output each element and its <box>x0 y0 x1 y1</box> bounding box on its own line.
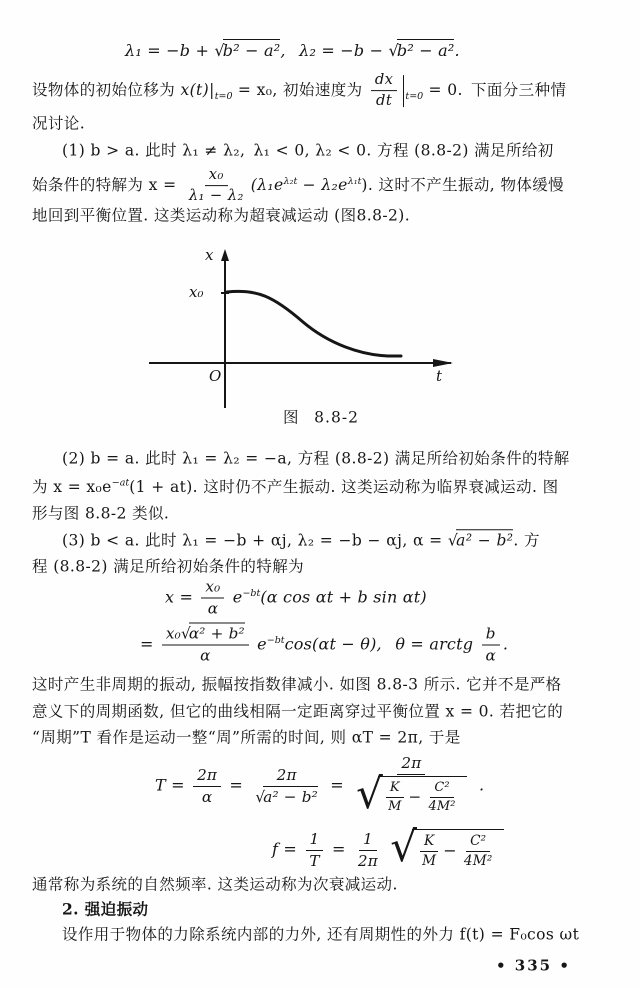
radicand: a² − b² <box>263 787 318 806</box>
equation-frequency-f <box>272 822 504 871</box>
body-text: 地回到平衡位置. 这类运动称为超衰减运动 (图8.8-2). <box>32 206 411 225</box>
case3-line-1 <box>62 533 540 549</box>
equation-x-first-form <box>165 578 427 619</box>
case1-line-1 <box>62 143 554 159</box>
numerator: K <box>420 833 438 852</box>
fraction <box>201 578 224 619</box>
numerator: C² <box>466 833 490 852</box>
radicand: α² + b² <box>188 624 245 643</box>
body-text: 况讨论. <box>32 114 86 133</box>
denominator: T <box>309 851 320 870</box>
radical-icon: √ <box>356 769 384 818</box>
subscript: t=0 <box>214 91 233 103</box>
t-axis-label: t <box>436 367 443 385</box>
minus-sign: − <box>443 841 457 861</box>
equation-text: x = <box>165 587 194 607</box>
intro-line-1 <box>32 71 566 111</box>
t-axis-arrow-icon <box>433 359 453 367</box>
heading-text: 2. 强迫振动 <box>62 899 149 919</box>
denominator: λ₁ − λ₂ <box>188 187 244 205</box>
numerator: b <box>482 625 500 646</box>
y-axis-arrow-icon <box>221 249 229 261</box>
radicand: b² − a² <box>222 41 281 60</box>
decay-paragraph-line-1 <box>32 677 562 693</box>
equation-text: , λ₂ = −b − √ <box>280 41 399 60</box>
math-text: (λ₁e <box>250 176 284 194</box>
fraction <box>371 71 398 111</box>
superscript: −bt <box>266 635 285 647</box>
radicand <box>378 776 467 815</box>
radicand: a² − b² <box>456 531 514 550</box>
equals-sign: = <box>229 775 244 795</box>
numerator: x₀ <box>205 166 228 186</box>
denominator: dt <box>376 92 393 110</box>
fraction <box>305 830 323 871</box>
body-text: 形与图 8.8-2 类似. <box>32 504 170 523</box>
equation-period-T <box>155 754 484 818</box>
body-text: (2) b = a. 此时 λ₁ = λ₂ = −a, 方程 (8.8-2) 满足所给初始条件的特解 <box>62 449 570 468</box>
radicand: b² − a² <box>396 41 455 60</box>
body-text: 为 x = x₀e <box>32 477 112 496</box>
superscript: λ₂t <box>283 175 298 187</box>
page-number-text: • 335 • <box>496 956 571 975</box>
big-radical <box>356 769 467 818</box>
fraction <box>354 830 382 871</box>
body-text: (1 + at). 这时仍不产生振动. 这类运动称为临界衰减运动. 图 <box>129 477 559 496</box>
case2-line-1 <box>62 451 570 467</box>
fraction <box>424 780 459 815</box>
body-text: = 0. 下面分三种情 <box>423 81 567 99</box>
body-text: 始条件的特解为 x = <box>32 176 177 194</box>
minus-sign: − <box>408 788 422 807</box>
section-heading-forced-vibration <box>62 901 148 917</box>
math-text: e <box>232 587 243 607</box>
forced-vibration-setup-line <box>62 927 579 943</box>
body-text: 意义下的周期函数, 但它的曲线相隔一定距离穿过平衡位置 x = 0. 若把它的 <box>32 702 564 721</box>
period: . <box>502 634 509 654</box>
superscript: λ₁t <box>347 175 362 187</box>
big-radical <box>390 822 503 871</box>
figure-caption <box>283 410 359 426</box>
caption-text: 图 8.8-2 <box>283 408 359 427</box>
fraction <box>185 166 248 206</box>
equals-sign: = <box>330 775 344 795</box>
body-text: = x₀, 初始速度为 <box>232 81 363 99</box>
radical-icon: √ <box>390 822 418 871</box>
numerator: 2π <box>397 754 425 775</box>
origin-label: O <box>209 367 222 385</box>
body-text: 设作用于物体的力除系统内部的力外, 还有周期性的外力 f(t) = F₀cos ωt <box>62 925 580 944</box>
decay-paragraph-line-3 <box>32 730 461 746</box>
denominator: α <box>201 787 213 806</box>
subscript: t=0 <box>405 91 424 103</box>
math-text: x₀√ <box>165 624 191 643</box>
fraction <box>384 780 405 815</box>
numerator: x₀ <box>201 578 224 599</box>
equation-text: T = <box>155 775 185 795</box>
math-text: x(t)| <box>180 81 215 99</box>
denominator: 4M² <box>463 852 493 869</box>
equals-sign: = <box>140 634 154 654</box>
denominator <box>352 769 471 818</box>
denominator: α <box>485 646 496 665</box>
numerator: 2π <box>273 766 301 787</box>
fraction <box>162 625 249 666</box>
numerator: dx <box>371 71 398 91</box>
equals-sign: = <box>331 839 346 859</box>
equation-text: . <box>454 41 460 60</box>
superscript: −at <box>111 477 130 489</box>
body-text: . 方 <box>513 531 540 550</box>
math-text: e <box>257 634 267 654</box>
numerator: 1 <box>359 830 377 851</box>
denominator: M <box>422 852 437 869</box>
case1-line-3 <box>32 208 410 224</box>
body-text: 设物体的初始位移为 <box>32 81 181 99</box>
radical-icon: √ <box>255 787 266 806</box>
equation-x-cosine-form <box>140 625 508 666</box>
fraction <box>418 833 440 870</box>
case1-line-2 <box>32 166 564 206</box>
fraction <box>193 766 221 807</box>
fraction <box>481 625 499 666</box>
fraction <box>460 833 497 870</box>
overdamped-decay-curve <box>227 291 401 356</box>
body-text: 程 (8.8-2) 满足所给初始条件的特解为 <box>32 557 304 576</box>
decay-curve-plot <box>145 248 475 413</box>
denominator: 2π <box>357 851 378 870</box>
equation-text: (α cos αt + b sin αt) <box>260 587 427 607</box>
case2-line-2 <box>32 479 559 496</box>
decay-paragraph-line-2 <box>32 704 563 720</box>
natural-frequency-line <box>32 877 398 893</box>
denominator: α <box>207 599 219 618</box>
y-axis-label: x <box>205 246 214 264</box>
numerator: 2π <box>193 766 221 787</box>
case3-line-2 <box>32 559 304 575</box>
body-text: 这时产生非周期的振动, 振幅按指数律减小. 如图 8.8-3 所示. 它并不是严格 <box>32 675 562 694</box>
numerator <box>162 625 249 646</box>
numerator: 1 <box>306 830 324 851</box>
x0-label: x₀ <box>189 283 204 301</box>
numerator: C² <box>430 780 453 798</box>
equation-text: f = <box>272 839 298 859</box>
period: . <box>478 775 485 795</box>
body-text: (1) b > a. 此时 λ₁ ≠ λ₂, λ₁ < 0, λ₂ < 0. 方程 (8.8-2) 满足所给初 <box>62 141 554 160</box>
denominator <box>251 787 322 807</box>
figure-8-8-2 <box>145 248 475 413</box>
intro-line-2 <box>32 116 85 132</box>
fraction <box>251 766 322 807</box>
denominator: α <box>200 646 211 665</box>
denominator: 4M² <box>428 799 456 815</box>
equation-text: λ₁ = −b + √ <box>125 41 225 60</box>
denominator: M <box>388 799 402 815</box>
body-text: (3) b < a. 此时 λ₁ = −b + αj, λ₂ = −b − αj, α = √ <box>62 531 459 550</box>
radicand <box>412 829 503 870</box>
math-text: − λ₂e <box>297 176 348 194</box>
body-text: “周期”T 看作是运动一整“周”所需的时间, 则 αT = 2π, 于是 <box>32 728 461 747</box>
page-number <box>496 956 571 975</box>
body-text: 通常称为系统的自然频率. 这类运动称为次衰减运动. <box>32 875 398 894</box>
equation-lambda-roots <box>125 43 460 59</box>
superscript: −bt <box>242 588 261 600</box>
equation-text: cos(αt − θ), θ = arctg <box>284 634 474 654</box>
numerator: K <box>386 780 404 798</box>
fraction <box>352 754 471 818</box>
case2-line-3 <box>32 506 169 522</box>
body-text: ). 这时不产生振动, 物体缓慢 <box>361 176 565 194</box>
